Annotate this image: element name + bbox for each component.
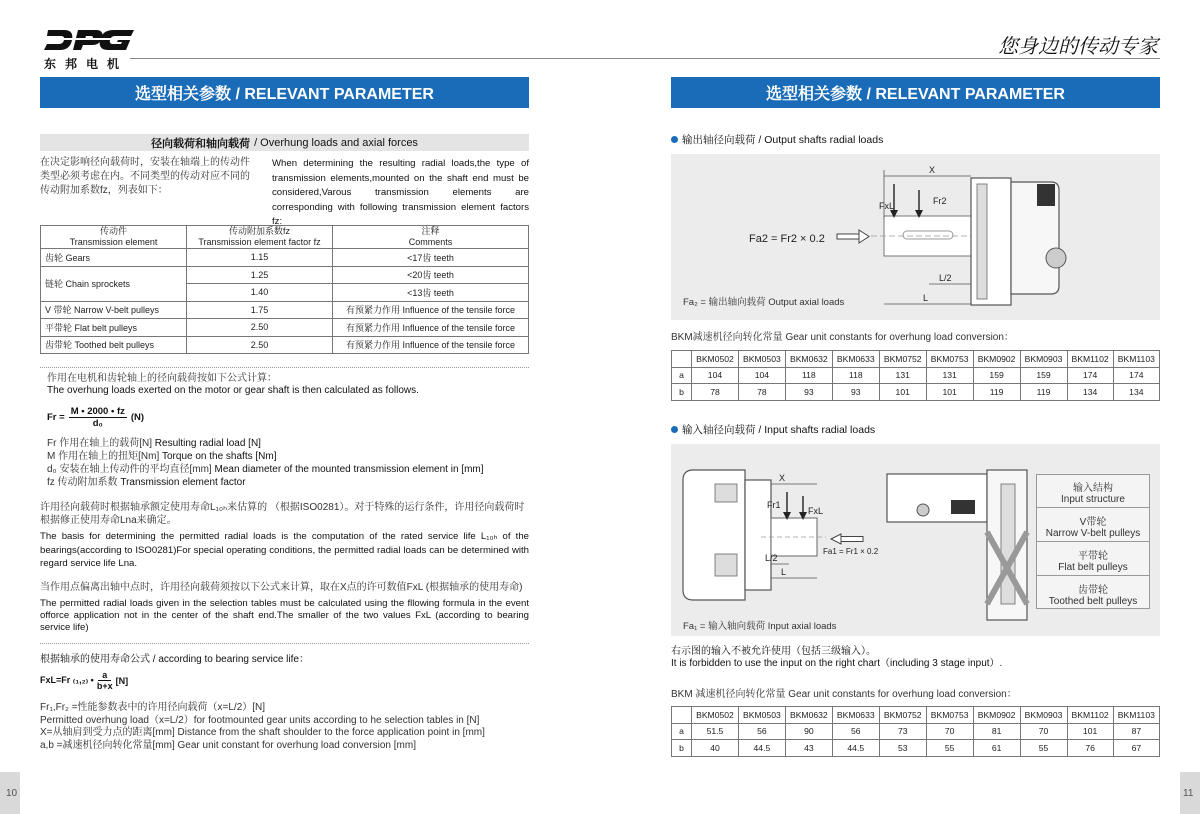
nameplate-icon xyxy=(1037,184,1055,206)
list-item xyxy=(47,450,527,463)
formula-legend xyxy=(40,702,529,752)
header-fz-cn: 传动附加系数fz xyxy=(228,226,290,236)
service-cn: 许用径向载荷时根据轴承额定使用寿命L₁₀ₕ来估算的 （根据ISO0281）。对于特殊的运行条件，许用径向载荷时根据修正使用寿命Lna来确定。 xyxy=(40,502,525,526)
formula-intro-en: The overhung loads exerted on the motor or gear shaft is then calculated as follows. xyxy=(47,385,419,396)
formula-fr-unit: (N) xyxy=(130,412,145,423)
output-shaft-diagram xyxy=(671,154,1160,320)
overhung-title-en: / Overhung loads and axial forces xyxy=(254,136,418,149)
offcenter-en: The permitted radial loads given in the selection tables must be calculated using the fllowing formula in the event offorce application not in the center of the shaft end.The smaller of the two values FxL (according to bearing service life) xyxy=(40,598,529,633)
offcenter-cn: 当作用点偏离出轴中点时，许用径向载荷须按以下公式来计算，取在X点的许可数值FxL (根据轴承的使用寿命) xyxy=(40,582,523,593)
overhung-section-title xyxy=(40,134,529,151)
structure-cn: 齿带轮 xyxy=(1078,585,1108,596)
cell-value: 104 xyxy=(692,367,739,384)
output-title-text: 输出轴径向载荷 / Output shafts radial loads xyxy=(682,134,884,146)
row-label-a: a xyxy=(672,723,692,740)
table2-title: BKM 减速机径向转化常量 Gear unit constants for overhung load conversion： xyxy=(671,689,1017,700)
label-fxl: FxL xyxy=(879,201,895,211)
cell-model: BKM0502 xyxy=(692,707,739,724)
structure-en: Narrow V-belt pulleys xyxy=(1045,528,1141,539)
output-section-title xyxy=(671,132,883,147)
structure-title-en: Input structure xyxy=(1061,494,1125,505)
cell-comment: 有预紧力作用 Influence of the tensile force xyxy=(333,301,529,319)
definition-cn: M 作用在轴上的扭矩[Nm] xyxy=(47,451,160,462)
input-structure-list xyxy=(1036,474,1150,609)
definition-cn: fz 传动附加系数 xyxy=(47,477,118,488)
cell-value: 87 xyxy=(1113,723,1159,740)
table-row xyxy=(41,336,529,354)
definition-cn: d₀ 安装在轴上传动件的平均直径[mm] xyxy=(47,464,212,475)
formula-fxl-unit: [N] xyxy=(115,675,129,686)
cell-value: 70 xyxy=(1020,723,1067,740)
cell-model: BKM0632 xyxy=(785,707,832,724)
list-item xyxy=(1036,575,1150,609)
cell-fz: 2.50 xyxy=(187,319,333,337)
cell-value: 56 xyxy=(738,723,785,740)
label-half-l: L/2 xyxy=(765,553,778,563)
cell-value: 118 xyxy=(785,367,832,384)
table-row xyxy=(672,707,1160,724)
factor-table-header xyxy=(41,226,529,249)
cell-value: 101 xyxy=(926,384,973,401)
cell-value: 104 xyxy=(738,367,785,384)
formula-fxl-lhs: FxL=Fr ₍₁,₂₎ • xyxy=(40,675,94,685)
cell-value: 131 xyxy=(879,367,926,384)
formula-intro-cn: 作用在电机和齿轮轴上的径向载荷按如下公式计算： xyxy=(47,373,277,384)
cell-value: 90 xyxy=(785,723,832,740)
cell-value: 81 xyxy=(973,723,1020,740)
formula-fr-denominator: d₀ xyxy=(92,418,103,429)
list-item xyxy=(47,476,527,489)
list-item xyxy=(1036,541,1150,575)
cell-value: 159 xyxy=(973,367,1020,384)
label-fa2: Fa2 = Fr2 × 0.2 xyxy=(749,233,825,245)
cell-model: BKM0633 xyxy=(832,351,879,368)
definition-list xyxy=(47,437,527,489)
cell-comment: 有预紧力作用 Influence of the tensile force xyxy=(333,336,529,354)
bullet-icon xyxy=(671,426,678,433)
output-diagram-panel xyxy=(671,154,1160,320)
label-half-l: L/2 xyxy=(939,273,952,283)
cell-element: 平带轮 Flat belt pulleys xyxy=(41,319,187,337)
cell-value: 44.5 xyxy=(738,740,785,757)
header-comment-en: Comments xyxy=(408,237,453,247)
cell-value: 119 xyxy=(973,384,1020,401)
cell-model: BKM1103 xyxy=(1113,351,1159,368)
cell-value: 55 xyxy=(926,740,973,757)
input-flange xyxy=(745,480,771,590)
constants-table-input xyxy=(671,706,1160,757)
cell-model: BKM0903 xyxy=(1020,351,1067,368)
cell-value: 159 xyxy=(1020,367,1067,384)
cell-value: 43 xyxy=(785,740,832,757)
row-label-a: a xyxy=(672,367,692,384)
arrow-head xyxy=(859,230,869,243)
cell-value: 70 xyxy=(926,723,973,740)
corner-cell xyxy=(672,351,692,368)
axial-arrow xyxy=(837,234,859,239)
input-section-title xyxy=(671,422,875,437)
table-row xyxy=(672,723,1160,740)
company-logo xyxy=(42,26,136,54)
cell-model: BKM0632 xyxy=(785,351,832,368)
cell-model: BKM1102 xyxy=(1067,351,1113,368)
list-item xyxy=(1036,507,1150,541)
formula-fr-numerator: M • 2000 • fz xyxy=(70,406,125,417)
cell-model: BKM0753 xyxy=(926,351,973,368)
structure-en: Toothed belt pulleys xyxy=(1048,596,1138,607)
cell-value: 101 xyxy=(879,384,926,401)
formula-intro xyxy=(47,373,527,397)
cell-value: 119 xyxy=(1020,384,1067,401)
flange-rib xyxy=(977,184,987,299)
formula-fxl xyxy=(40,670,128,691)
cell-value: 73 xyxy=(879,723,926,740)
table-row xyxy=(672,367,1160,384)
formula-fxl-fraction xyxy=(97,670,113,691)
housing-detail xyxy=(715,554,737,576)
right-banner: 选型相关参数 / RELEVANT PARAMETER xyxy=(671,77,1160,108)
cell-value: 134 xyxy=(1113,384,1159,401)
cell-value: 61 xyxy=(973,740,1020,757)
cell-model: BKM0503 xyxy=(738,351,785,368)
table-row xyxy=(41,249,529,267)
cell-model: BKM0902 xyxy=(973,351,1020,368)
bearing-title: 根据轴承的使用寿命公式 / according to bearing service life： xyxy=(40,654,309,665)
cell-value: 40 xyxy=(692,740,739,757)
cell-value: 118 xyxy=(832,367,879,384)
header-element-en: Transmission element xyxy=(69,237,158,247)
logo-chinese-name: 东邦电机 xyxy=(44,57,129,71)
definition-cn: Fr 作用在轴上的载荷[N] xyxy=(47,438,152,449)
header-fz-en: Transmission element factor fz xyxy=(198,237,321,247)
table-row xyxy=(672,384,1160,401)
definition-en: Mean diameter of the mounted transmission element in [mm] xyxy=(214,464,484,475)
overhung-title-cn: 径向载荷和轴向载荷 xyxy=(151,137,251,150)
constants-table-output xyxy=(671,350,1160,401)
cell-model: BKM0753 xyxy=(926,707,973,724)
cell-element: 齿轮 Gears xyxy=(41,249,187,267)
forbid-cn: 右示图的输入不被允许使用（包括三级输入）。 xyxy=(671,646,876,657)
cell-value: 93 xyxy=(832,384,879,401)
cell-value: 174 xyxy=(1113,367,1159,384)
table-row xyxy=(672,351,1160,368)
forbid-en: It is forbidden to use the input on the right chart（including 3 stage input）. xyxy=(671,658,1003,669)
list-item: a,b =减速机径向转化常量[mm] Gear unit constant for overhung load conversion [mm] xyxy=(40,739,416,751)
intro-en: When determining the resulting radial loads,the type of transmission elements,mounted on the shaft end must be considered,Varous transmission elements are corresponding with following transmission element factors fz: xyxy=(272,158,529,227)
formula-fxl-numerator: a xyxy=(98,670,111,681)
page-number-left: 10 xyxy=(6,788,18,799)
structure-cn: 平带轮 xyxy=(1078,551,1108,562)
bolt-icon xyxy=(1046,248,1066,268)
header-element-cn: 传动件 xyxy=(99,226,127,236)
list-item xyxy=(47,437,527,450)
cell-model: BKM0903 xyxy=(1020,707,1067,724)
cell-value: 101 xyxy=(1067,723,1113,740)
cell-value: 55 xyxy=(1020,740,1067,757)
cell-comment: <13齿 teeth xyxy=(333,284,529,302)
cell-value: 93 xyxy=(785,384,832,401)
top-view-housing xyxy=(887,474,987,522)
formula-fr-fraction xyxy=(69,406,127,429)
service-en: The basis for determining the permitted radial loads is the computation of the rated service life L₁₀ₕ of the bearings(according to ISO0281)For special operating conditions, the permitted radial loads can be determined with regard service life Lna. xyxy=(40,531,529,569)
input-title-text: 输入轴径向载荷 / Input shafts radial loads xyxy=(682,424,876,436)
header-comment-cn: 注释 xyxy=(421,226,440,236)
table-row xyxy=(41,266,529,284)
cell-fz: 1.75 xyxy=(187,301,333,319)
definition-en: Transmission element factor xyxy=(120,477,246,488)
output-caption: Fa₂ = 输出轴向载荷 Output axial loads xyxy=(683,297,845,308)
cell-value: 53 xyxy=(879,740,926,757)
label-fxl: FxL xyxy=(808,506,824,516)
cell-model: BKM0752 xyxy=(879,707,926,724)
cell-model: BKM0503 xyxy=(738,707,785,724)
list-item: Fr₁,Fr₂ =性能参数表中的许用径向载荷（x=L/2）[N] xyxy=(40,702,266,713)
cell-model: BKM0902 xyxy=(973,707,1020,724)
table-row xyxy=(672,740,1160,757)
label-x: X xyxy=(929,165,936,175)
cell-element: 齿带轮 Toothed belt pulleys xyxy=(41,336,187,354)
table-row xyxy=(41,301,529,319)
intro-cn: 在决定影响径向载荷时，安装在轴端上的传动件类型必须考虑在内。不同类型的传动对应不同的传动附加系数fz，列表如下： xyxy=(40,157,250,196)
cell-value: 134 xyxy=(1067,384,1113,401)
cell-fz: 1.25 xyxy=(187,266,333,284)
label-x: X xyxy=(779,473,786,483)
definition-en: Resulting radial load [N] xyxy=(154,438,261,449)
factor-table xyxy=(40,225,529,354)
definition-en: Torque on the shafts [Nm] xyxy=(162,451,277,462)
cell-value: 76 xyxy=(1067,740,1113,757)
dotted-divider xyxy=(40,367,529,368)
table-row xyxy=(41,319,529,337)
cell-fz: 2.50 xyxy=(187,336,333,354)
page-number-right: 11 xyxy=(1183,788,1194,799)
row-label-b: b xyxy=(672,740,692,757)
cell-model: BKM0633 xyxy=(832,707,879,724)
bullet-icon xyxy=(671,136,678,143)
axial-arrow xyxy=(841,537,863,542)
housing-detail xyxy=(1001,484,1015,604)
cell-element: V 带轮 Narrow V-belt pulleys xyxy=(41,301,187,319)
cell-model: BKM1102 xyxy=(1067,707,1113,724)
cell-value: 67 xyxy=(1113,740,1159,757)
cell-value: 44.5 xyxy=(832,740,879,757)
cell-element: 链轮 Chain sprockets xyxy=(41,266,187,301)
cell-value: 174 xyxy=(1067,367,1113,384)
nameplate-icon xyxy=(951,500,975,514)
cell-model: BKM1103 xyxy=(1113,707,1159,724)
label-fa1: Fa1 = Fr1 × 0.2 xyxy=(823,547,879,556)
cell-value: 56 xyxy=(832,723,879,740)
cell-comment: <20齿 teeth xyxy=(333,266,529,284)
cell-fz: 1.40 xyxy=(187,284,333,302)
label-fr1: Fr1 xyxy=(767,500,781,510)
list-item xyxy=(47,463,527,476)
arrow-head xyxy=(831,534,841,544)
structure-cn: V带轮 xyxy=(1079,517,1107,528)
cell-comment: 有预紧力作用 Influence of the tensile force xyxy=(333,319,529,337)
formula-fxl-denominator: b+x xyxy=(96,681,113,691)
formula-fr-lhs: Fr = xyxy=(47,412,65,423)
housing-detail xyxy=(715,484,737,502)
structure-header xyxy=(1036,474,1150,507)
row-label-b: b xyxy=(672,384,692,401)
cell-value: 78 xyxy=(692,384,739,401)
left-banner: 选型相关参数 / RELEVANT PARAMETER xyxy=(40,77,529,108)
cell-fz: 1.15 xyxy=(187,249,333,267)
list-item: Permitted overhung load（x=L/2）for footmounted gear units according to he selection tables in [N] xyxy=(40,714,480,726)
table1-title: BKM减速机径向转化常量 Gear unit constants for overhung load conversion： xyxy=(671,332,1014,343)
input-caption: Fa₁ = 输入轴向载荷 Input axial loads xyxy=(683,621,837,632)
cell-model: BKM0502 xyxy=(692,351,739,368)
cell-value: 131 xyxy=(926,367,973,384)
label-fr2: Fr2 xyxy=(933,196,947,206)
corner-cell xyxy=(672,707,692,724)
bolt-icon xyxy=(917,504,929,516)
cell-value: 51.5 xyxy=(692,723,739,740)
dotted-divider xyxy=(40,643,529,644)
header-slogan: 您身边的传动专家 xyxy=(998,34,1158,58)
cell-model: BKM0752 xyxy=(879,351,926,368)
formula-fr xyxy=(47,406,144,429)
cell-comment: <17齿 teeth xyxy=(333,249,529,267)
label-l: L xyxy=(923,293,929,303)
structure-en: Flat belt pulleys xyxy=(1058,562,1128,573)
cell-value: 78 xyxy=(738,384,785,401)
label-l: L xyxy=(781,567,787,577)
structure-title-cn: 输入结构 xyxy=(1073,483,1113,494)
list-item: X=从轴肩到受力点的距离[mm] Distance from the shaft shoulder to the force application point in [mm] xyxy=(40,727,485,738)
